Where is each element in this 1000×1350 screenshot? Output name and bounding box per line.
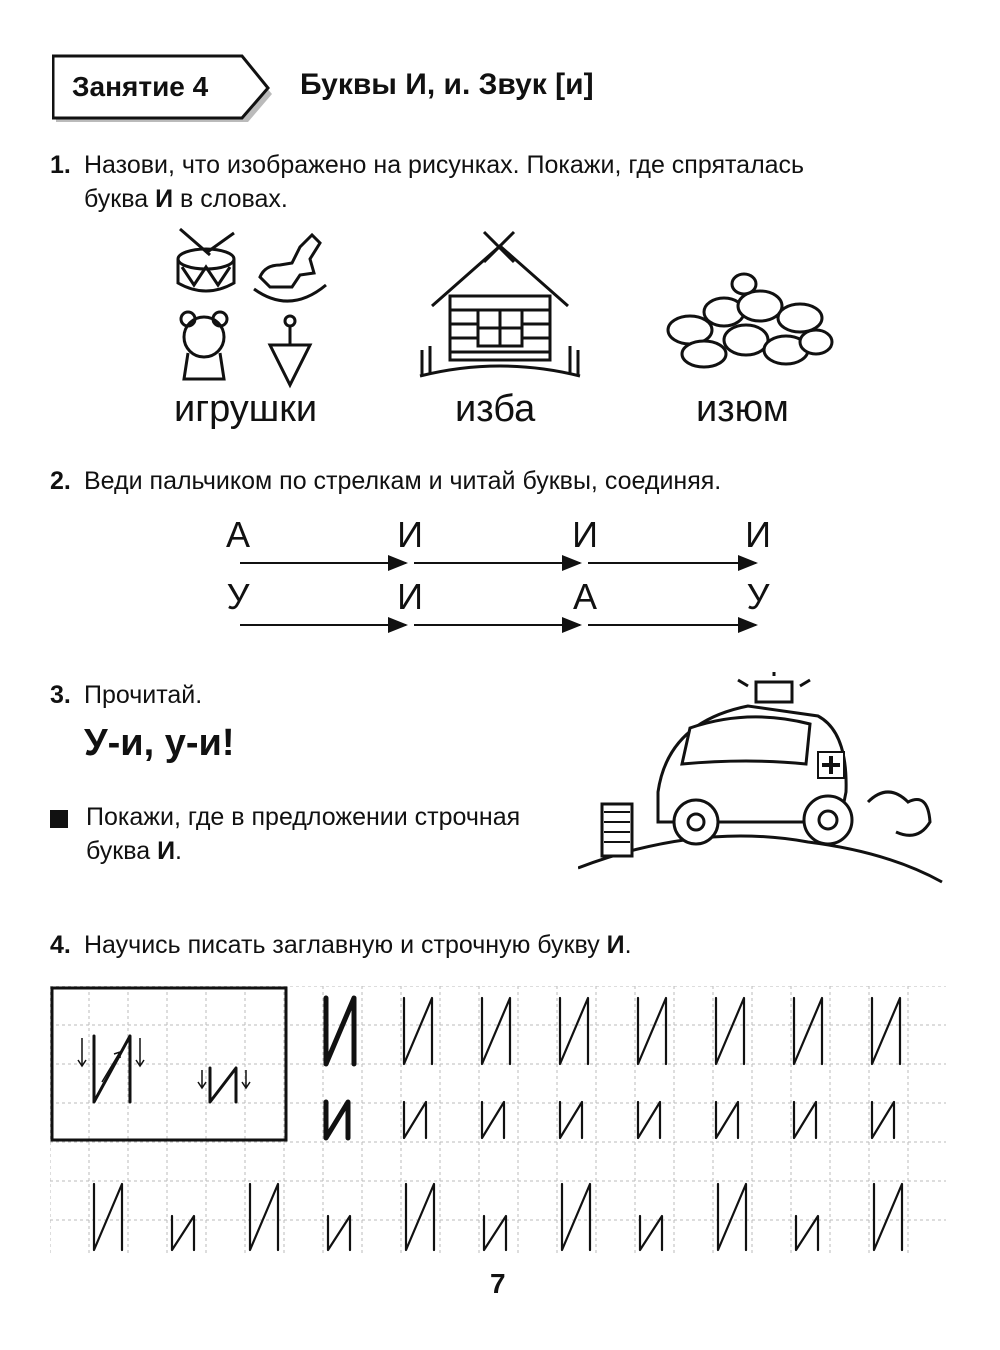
task-4-text-pre: Научись писать заглавную и строчную букву xyxy=(84,931,607,959)
page-number: 7 xyxy=(490,1268,506,1299)
task-number: 4. xyxy=(50,931,71,959)
task-3-bullet-text xyxy=(86,800,520,868)
stroke-direction-arrow xyxy=(102,1052,120,1082)
task-4-instruction xyxy=(50,928,632,962)
bullet-line1: Покажи, где в предложении строчная xyxy=(86,803,521,831)
task-4-bold-letter: И xyxy=(606,931,625,959)
traced-lowercase-letter xyxy=(482,1102,504,1138)
letter-row1-2: И xyxy=(397,514,423,555)
traced-lowercase-letter xyxy=(404,1102,426,1138)
traced-lowercase-letter xyxy=(716,1102,738,1138)
writing-practice-grid xyxy=(50,986,946,1256)
traced-lowercase-letter xyxy=(328,1216,350,1250)
traced-capital-letter xyxy=(250,1184,278,1250)
bullet-line2-post: . xyxy=(175,837,182,865)
letter-row1-1: А xyxy=(225,514,250,555)
example-capital-letter xyxy=(94,1036,130,1102)
lesson-tab xyxy=(52,54,280,124)
stroke-direction-arrow xyxy=(198,1070,206,1088)
task-1-bold-letter: И xyxy=(155,185,174,213)
task-1-line2-pre: буква xyxy=(84,185,156,213)
bullet-square xyxy=(50,810,68,828)
bullet-bold-letter: И xyxy=(157,837,176,865)
traced-lowercase-letter xyxy=(560,1102,582,1138)
traced-lowercase-letter xyxy=(638,1102,660,1138)
lesson-label: Занятие 4 xyxy=(72,71,209,102)
toys-illustration xyxy=(170,225,340,395)
traced-capital-letter xyxy=(404,998,432,1064)
task-2-text: Веди пальчиком по стрелкам и читай буквы, соединяя. xyxy=(84,467,722,495)
traced-capital-letter xyxy=(638,998,666,1064)
letter-row1-4: И xyxy=(745,514,771,555)
traced-capital-letter xyxy=(718,1184,746,1250)
task-1-line1: Назови, что изображено на рисунках. Покажи, где спряталась xyxy=(84,151,805,179)
izba-illustration xyxy=(414,226,586,384)
task-1-line2-post: в словах. xyxy=(173,185,288,213)
traced-capital-letter xyxy=(406,1184,434,1250)
traced-capital-letter xyxy=(482,998,510,1064)
traced-lowercase-letter xyxy=(794,1102,816,1138)
letter-row2-2: И xyxy=(397,576,423,617)
word-igrushki: игрушки xyxy=(174,388,318,430)
traced-lowercase-letter xyxy=(872,1102,894,1138)
task-number: 1. xyxy=(50,151,71,179)
traced-capital-letter xyxy=(560,998,588,1064)
bold-capital-letter xyxy=(326,998,354,1064)
traced-capital-letter xyxy=(794,998,822,1064)
task-3-text: Прочитай. xyxy=(84,681,203,709)
example-lowercase-letter xyxy=(210,1068,236,1102)
task-1-instruction xyxy=(50,148,950,216)
task-3-instruction xyxy=(50,678,202,712)
stroke-direction-arrow xyxy=(136,1038,144,1066)
traced-lowercase-letter xyxy=(484,1216,506,1250)
traced-capital-letter xyxy=(562,1184,590,1250)
bold-lowercase-letter xyxy=(326,1102,348,1138)
reading-arrows xyxy=(230,555,770,635)
traced-lowercase-letter xyxy=(640,1216,662,1250)
traced-capital-letter xyxy=(94,1184,122,1250)
stroke-direction-arrow xyxy=(242,1070,250,1088)
task-4-text-post: . xyxy=(624,931,632,959)
raisins-illustration xyxy=(660,270,835,375)
task-2-instruction xyxy=(50,464,950,498)
page-title: Буквы И, и. Звук [и] xyxy=(300,68,594,101)
stroke-direction-arrow xyxy=(78,1038,86,1066)
letter-row2-1: У xyxy=(226,576,250,617)
traced-lowercase-letter xyxy=(796,1216,818,1250)
ambulance-illustration xyxy=(578,672,948,890)
letter-row2-4: У xyxy=(746,576,770,617)
traced-capital-letter xyxy=(874,1184,902,1250)
letter-row2-3: А xyxy=(572,576,597,617)
bullet-line2-pre: буква xyxy=(86,837,158,865)
chant-text: У-и, у-и! xyxy=(84,722,235,764)
traced-lowercase-letter xyxy=(172,1216,194,1250)
word-izyum: изюм xyxy=(696,388,789,430)
traced-capital-letter xyxy=(872,998,900,1064)
task-number: 2. xyxy=(50,467,71,495)
traced-capital-letter xyxy=(716,998,744,1064)
task-number: 3. xyxy=(50,681,71,709)
letter-row1-3: И xyxy=(572,514,598,555)
word-izba: изба xyxy=(455,388,536,430)
